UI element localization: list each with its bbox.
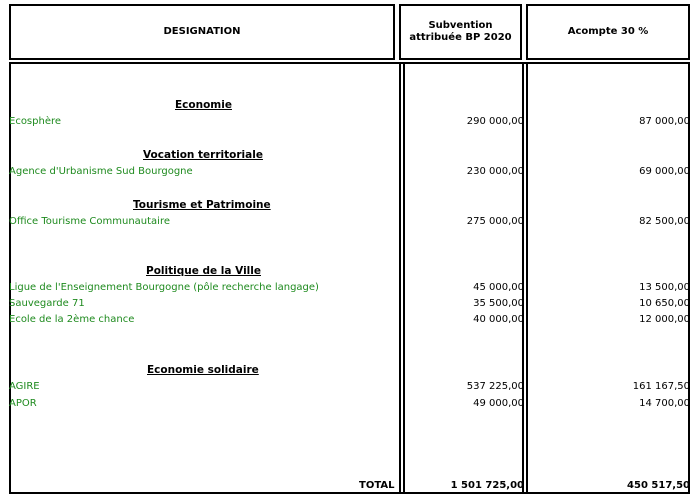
row-name: Sauvegarde 71 <box>9 298 85 309</box>
header-subvention-line2: attribuée BP 2020 <box>409 32 512 43</box>
header-designation: DESIGNATION <box>163 26 241 37</box>
row-name: Ecole de la 2ème chance <box>9 314 135 325</box>
row-acompte: 87 000,00 <box>639 116 690 127</box>
row-subvention: 49 000,00 <box>473 398 524 409</box>
row-acompte: 69 000,00 <box>639 166 690 177</box>
row-name: Agence d'Urbanisme Sud Bourgogne <box>9 166 193 177</box>
section-title: Vocation territoriale <box>143 149 263 161</box>
total-acompte: 450 517,50 <box>627 480 690 491</box>
row-name: Ecosphère <box>9 116 62 127</box>
body-divider-1 <box>399 62 401 494</box>
row-subvention: 537 225,00 <box>466 381 524 392</box>
section-title: Politique de la Ville <box>146 265 261 277</box>
row-name: Office Tourisme Communautaire <box>9 216 171 227</box>
row-acompte: 13 500,00 <box>639 282 690 293</box>
section-title: Tourisme et Patrimoine <box>133 199 271 211</box>
row-name: Ligue de l'Enseignement Bourgogne (pôle recherche langage) <box>9 282 319 293</box>
body-top-border <box>9 62 690 64</box>
row-name: APOR <box>9 398 37 409</box>
section-title: Economie <box>175 99 232 111</box>
row-subvention: 40 000,00 <box>473 314 524 325</box>
row-subvention: 290 000,00 <box>466 116 524 127</box>
row-name: AGIRE <box>9 381 40 392</box>
header-acompte: Acompte 30 % <box>567 26 649 37</box>
row-acompte: 82 500,00 <box>639 216 690 227</box>
row-acompte: 10 650,00 <box>639 298 690 309</box>
total-label: TOTAL <box>359 480 395 491</box>
row-acompte: 12 000,00 <box>639 314 690 325</box>
body-divider-1b <box>403 62 405 494</box>
body-divider-2b <box>526 62 528 494</box>
total-subvention: 1 501 725,00 <box>450 480 524 491</box>
header-subvention-line1: Subvention <box>428 20 493 31</box>
section-title: Economie solidaire <box>147 364 259 376</box>
row-acompte: 14 700,00 <box>639 398 690 409</box>
header-subvention <box>399 4 522 60</box>
row-subvention: 275 000,00 <box>466 216 524 227</box>
row-acompte: 161 167,50 <box>632 381 690 392</box>
row-subvention: 35 500,00 <box>473 298 524 309</box>
body-bottom-border <box>9 492 690 494</box>
row-subvention: 230 000,00 <box>466 166 524 177</box>
row-subvention: 45 000,00 <box>473 282 524 293</box>
subsidy-table <box>9 4 690 494</box>
